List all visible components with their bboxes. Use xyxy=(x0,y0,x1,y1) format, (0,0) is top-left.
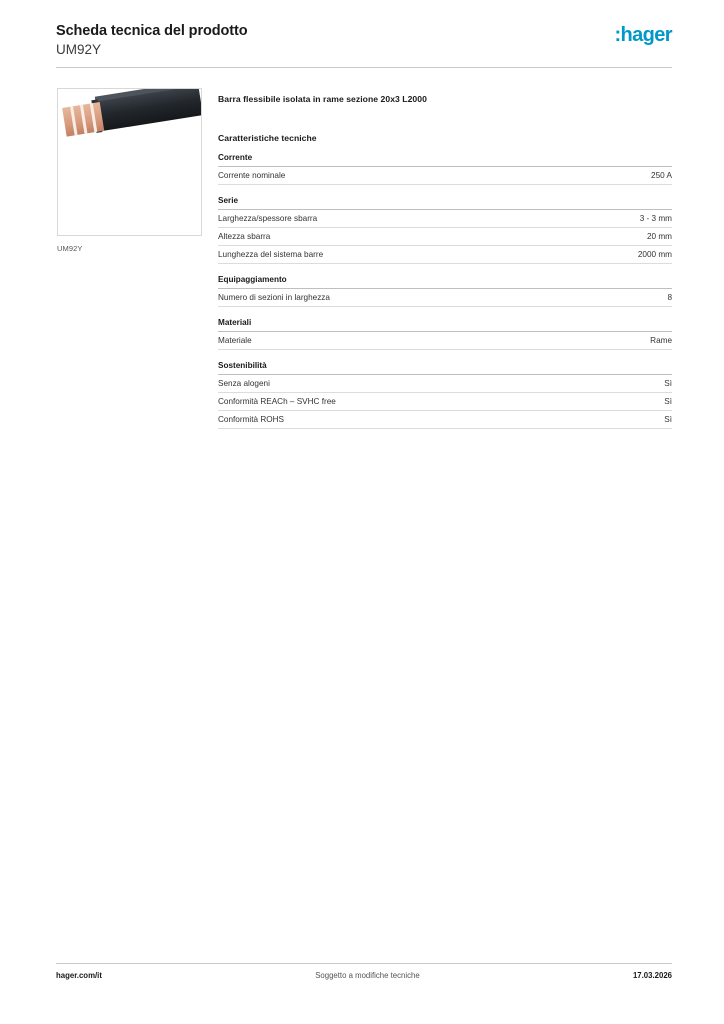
spec-value: Sì xyxy=(664,414,672,424)
spec-group-title: Equipaggiamento xyxy=(218,275,672,289)
page-title: Scheda tecnica del prodotto xyxy=(56,23,248,39)
header-divider xyxy=(56,67,672,68)
page-header xyxy=(56,22,672,58)
table-row xyxy=(218,332,672,350)
spec-group-title: Serie xyxy=(218,196,672,210)
footer-divider xyxy=(56,963,672,964)
busbar-slot xyxy=(80,105,87,134)
specs-section-heading: Caratteristiche tecniche xyxy=(218,133,317,143)
spec-value: 2000 mm xyxy=(637,249,672,259)
product-image xyxy=(57,88,202,236)
spec-label: Altezza sbarra xyxy=(218,231,271,241)
spec-group-title: Corrente xyxy=(218,153,672,167)
spec-label: Numero di sezioni in larghezza xyxy=(218,292,330,302)
spec-value: 8 xyxy=(667,292,672,302)
table-row xyxy=(218,167,672,185)
spec-label: Conformità REACh – SVHC free xyxy=(218,396,336,406)
page-footer xyxy=(56,971,672,980)
busbar-slot xyxy=(70,106,77,135)
spec-value: Rame xyxy=(650,335,672,345)
busbar-slot xyxy=(90,103,97,132)
spec-group xyxy=(218,196,672,264)
spec-group xyxy=(218,275,672,307)
spec-label: Larghezza/spessore sbarra xyxy=(218,213,318,223)
spec-label: Corrente nominale xyxy=(218,170,286,180)
spec-group-title: Materiali xyxy=(218,318,672,332)
header-titles xyxy=(56,22,247,58)
footer-date: 17.03.2026 xyxy=(632,971,672,980)
spec-value: 250 A xyxy=(651,170,672,180)
table-row xyxy=(218,289,672,307)
spec-label: Materiale xyxy=(218,335,252,345)
product-reference: UM92Y xyxy=(56,42,102,57)
spec-group xyxy=(218,153,672,185)
table-row xyxy=(218,411,672,429)
spec-value: Sì xyxy=(664,378,672,388)
spec-label: Senza alogeni xyxy=(218,378,270,388)
specifications xyxy=(218,94,672,440)
spec-label: Lunghezza del sistema barre xyxy=(218,249,324,259)
busbar-illustration xyxy=(62,88,202,161)
spec-group xyxy=(218,361,672,429)
spec-value: Sì xyxy=(664,396,672,406)
spec-value: 20 mm xyxy=(646,231,672,241)
spec-value: 3 - 3 mm xyxy=(639,213,672,223)
table-row xyxy=(218,228,672,246)
busbar-copper-end xyxy=(62,102,104,137)
table-row xyxy=(218,393,672,411)
spec-group-title: Sostenibilità xyxy=(218,361,672,375)
footer-website-link[interactable]: hager.com/it xyxy=(56,971,102,980)
table-row xyxy=(218,375,672,393)
product-image-caption: UM92Y xyxy=(57,244,83,253)
table-row xyxy=(218,210,672,228)
spec-group xyxy=(218,318,672,350)
footer-disclaimer: Soggetto a modifiche tecniche xyxy=(315,971,420,980)
spec-label: Conformità ROHS xyxy=(218,414,284,424)
table-row xyxy=(218,246,672,264)
hager-logo: :hager xyxy=(614,24,672,46)
product-description: Barra flessibile isolata in rame sezione 20x3 L2000 xyxy=(218,94,427,104)
